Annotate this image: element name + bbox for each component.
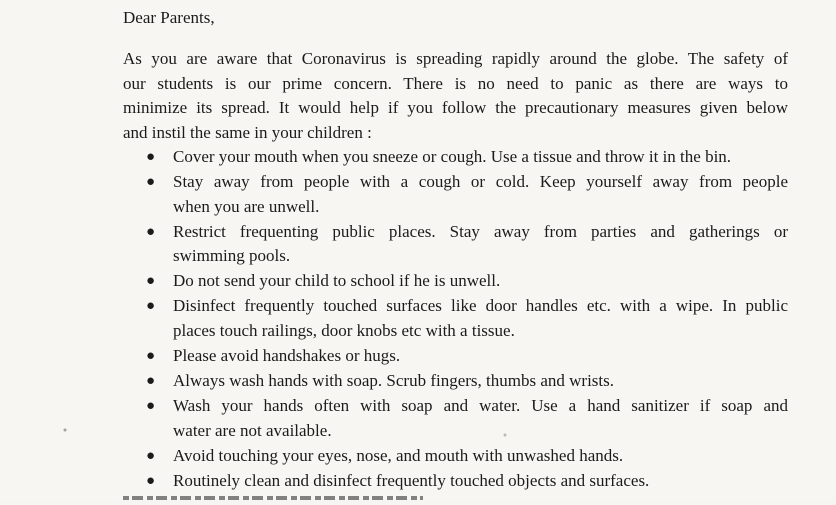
list-item [123, 344, 788, 369]
list-item-text: Disinfect frequently touched surfaces like door handles etc. with a wipe. In public [173, 296, 788, 316]
list-item [123, 294, 788, 343]
list-item-text: Routinely clean and disinfect frequently touched objects and surfaces. [173, 470, 650, 490]
bullet-icon: ● [146, 373, 156, 390]
list-item [123, 444, 788, 469]
list-item [123, 220, 788, 269]
list-item-text: Restrict frequenting public places. Stay away from parties and gatherings or [173, 221, 788, 241]
list-item-text: Wash your hands often with soap and water. Use a hand sanitizer if soap and [173, 396, 788, 416]
list-item [123, 145, 788, 170]
list-item-text: Avoid touching your eyes, nose, and mouth with unwashed hands. [173, 445, 624, 465]
list-item-text: when you are unwell. [173, 196, 320, 216]
list-item-text: Stay away from people with a cough or cold. Keep yourself away from people [173, 172, 788, 192]
list-item-text: Always wash hands with soap. Scrub fingers, thumbs and wrists. [173, 371, 615, 391]
intro-line: minimize its spread. It would help if you follow the precautionary measures given below [123, 98, 788, 117]
intro-line: As you are aware that Coronavirus is spreading rapidly around the globe. The safety of [123, 49, 788, 68]
salutation: Dear Parents, [123, 8, 215, 27]
list-item [123, 369, 788, 394]
list-item-text: Do not send your child to school if he is unwell. [173, 271, 501, 291]
bullet-icon: ● [146, 298, 156, 315]
list-item-text: Cover your mouth when you sneeze or cough. Use a tissue and throw it in the bin. [173, 147, 732, 166]
intro-paragraph [123, 47, 788, 145]
list-item-text: Please avoid handshakes or hugs. [173, 345, 401, 365]
list-item-text: swimming pools. [173, 246, 291, 266]
list-item-text: places touch railings, door knobs etc with a tissue. [173, 320, 515, 340]
intro-line: and instil the same in your children : [123, 122, 372, 142]
bullet-icon: ● [146, 398, 156, 415]
bullet-icon: ● [146, 472, 156, 489]
bullet-icon: ● [146, 149, 156, 165]
list-item [123, 469, 788, 494]
bullet-icon: ● [146, 347, 156, 364]
precaution-list [123, 145, 788, 494]
bullet-icon: ● [146, 273, 156, 290]
list-item [123, 394, 788, 443]
bullet-icon: ● [146, 223, 156, 240]
list-item [123, 170, 788, 219]
list-item-text: water are not available. [173, 420, 332, 440]
bullet-icon: ● [146, 174, 156, 191]
intro-line: our students is our prime concern. There is no need to panic as there are ways to [123, 73, 788, 93]
bullet-icon: ● [146, 447, 156, 464]
list-item [123, 269, 788, 294]
cut-off-text-line [123, 493, 423, 505]
